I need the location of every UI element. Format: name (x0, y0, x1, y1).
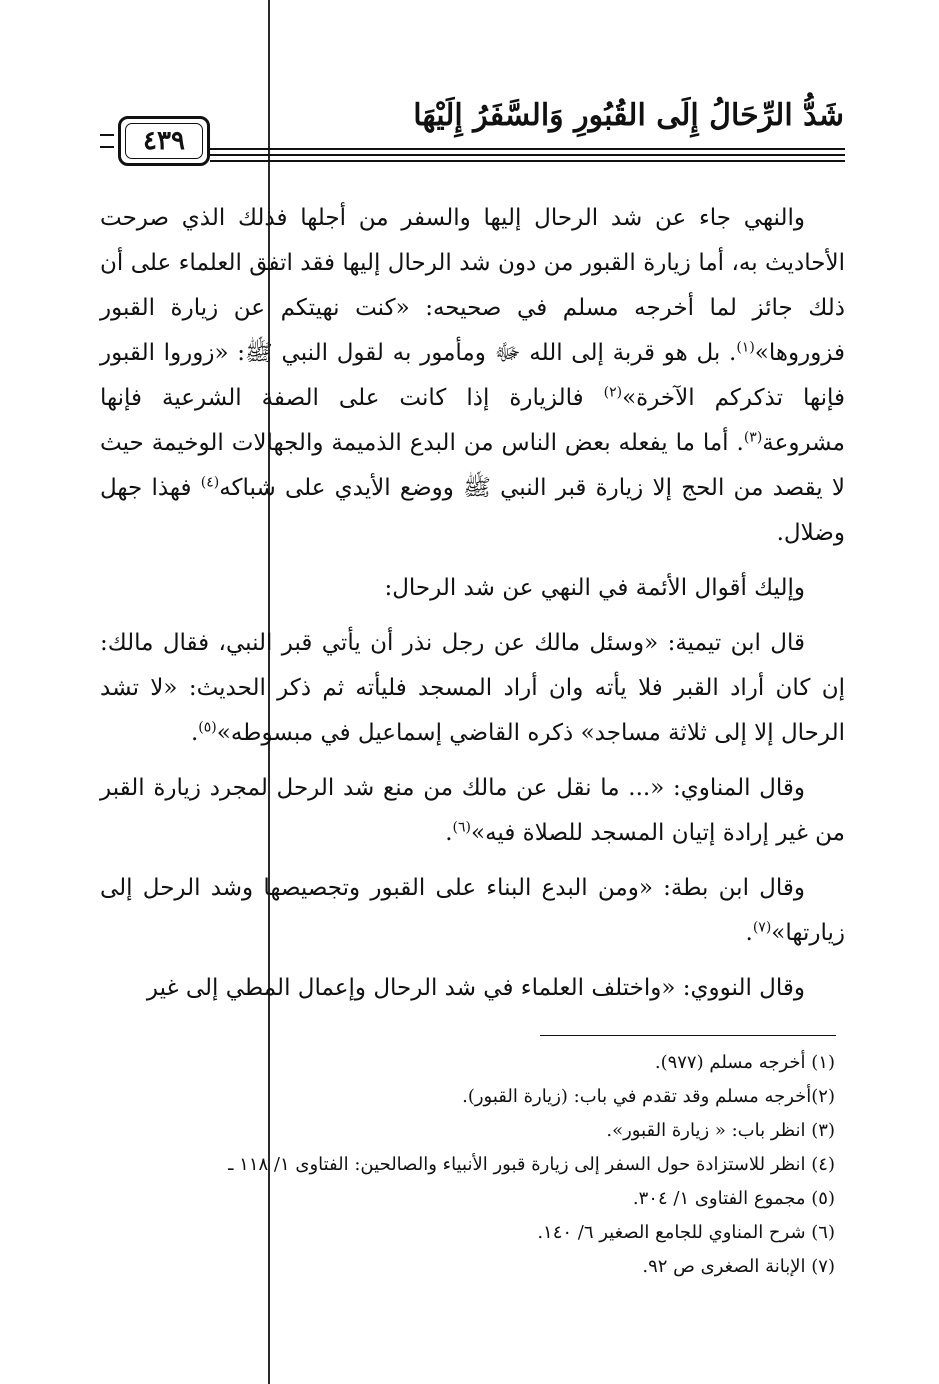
footnote-ref[interactable]: (٣) (743, 429, 763, 446)
footnote-ref[interactable]: (٢) (603, 384, 623, 401)
paragraph: وقال المناوي: «... ما نقل عن مالك من منع شد الرحل لمجرد زيارة القبر من غير إرادة إتيان المسجد للصلاة فيه»$^{(٦)}$. (100, 775, 845, 846)
footnotes (100, 1046, 835, 1284)
body-text (100, 196, 845, 1021)
paragraph: قال ابن تيمية: «وسئل مالك عن رجل نذر أن يأتي قبر النبي، فقال مالك: إن كان أراد القبر فلا يأته وان أراد المسجد فليأته ثم ذكر الحديث: «لا تشد الرحال إلا إلى ثلاثة مساجد» ذكره القاضي إسماعيل في مبسوطه»$^{(٥)}$. (100, 630, 845, 746)
page-number-ornament (100, 134, 114, 148)
footnote-ref[interactable]: (٥) (198, 719, 217, 736)
footnote-ref[interactable]: (٧) (752, 919, 772, 936)
footnote: (٤) انظر للاستزادة حول السفر إلى زيارة قبور الأنبياء والصالحين: الفتاوى ١/ ١١٨ ـ (228, 1154, 835, 1175)
footnote: (٢)أخرجه مسلم وقد تقدم في باب: (زيارة القبور). (462, 1086, 835, 1107)
paragraph: وإليك أقوال الأئمة في النهي عن شد الرحال: (384, 575, 805, 601)
footnote: (٦) شرح المناوي للجامع الصغير ٦/ ١٤٠. (537, 1222, 835, 1243)
paragraph: وقال ابن بطة: «ومن البدع البناء على القبور وتجصيصها وشد الرحل إلى زيارتها»$^{(٧)}$. (100, 875, 845, 946)
footnote-ref[interactable]: (٤) (200, 474, 220, 491)
footnote: (٧) الإبانة الصغرى ص ٩٢. (642, 1256, 835, 1277)
header-rule (100, 148, 845, 166)
paragraph: والنهي جاء عن شد الرحال إليها والسفر من أجلها فذلك الذي صرحت الأحاديث به، أما زيارة القبور من دون شد الرحال إليها فقد اتفق العلماء على أن ذلك جائز لما أخرجه مسلم في صحيحه: «كنت نهيتكم عن زيارة القبور فزوروها»$^{(١)}$. بل هو قربة إلى الله ﷻ ومأمور به لقول النبي ﷺ: «زوروا القبور فإنها تذكركم الآخرة»$^{(٢)}$ فالزيارة إذا كانت على الصفة الشرعية فإنها مشروعة$^{(٣)}$. أما ما يفعله بعض الناس من البدع الذميمة والجهالات الوخيمة حيث لا يقصد من الحج إلا زيارة قبر النبي ﷺ ووضع الأيدي على شباكه$^{(٤)}$ فهذا جهل وضلال. (100, 205, 846, 546)
footnote-ref[interactable]: (١) (736, 339, 755, 356)
page-number: ٤٣٩ (118, 116, 210, 166)
paragraph: وقال النووي: «واختلف العلماء في شد الرحال وإعمال المطي إلى غير (146, 975, 805, 1001)
footnote: (٥) مجموع الفتاوى ١/ ٣٠٤. (632, 1188, 835, 1209)
footnote-ref[interactable]: (٦) (452, 819, 472, 836)
footnote-separator (540, 1035, 836, 1036)
footnote: (١) أخرجه مسلم (٩٧٧). (654, 1052, 835, 1073)
running-header-title: شَدُّ الرِّحَالُ إِلَى القُبُورِ وَالسَّفَرُ إِلَيْهَا (413, 98, 844, 133)
footnote: (٣) انظر باب: « زيارة القبور». (606, 1120, 835, 1141)
